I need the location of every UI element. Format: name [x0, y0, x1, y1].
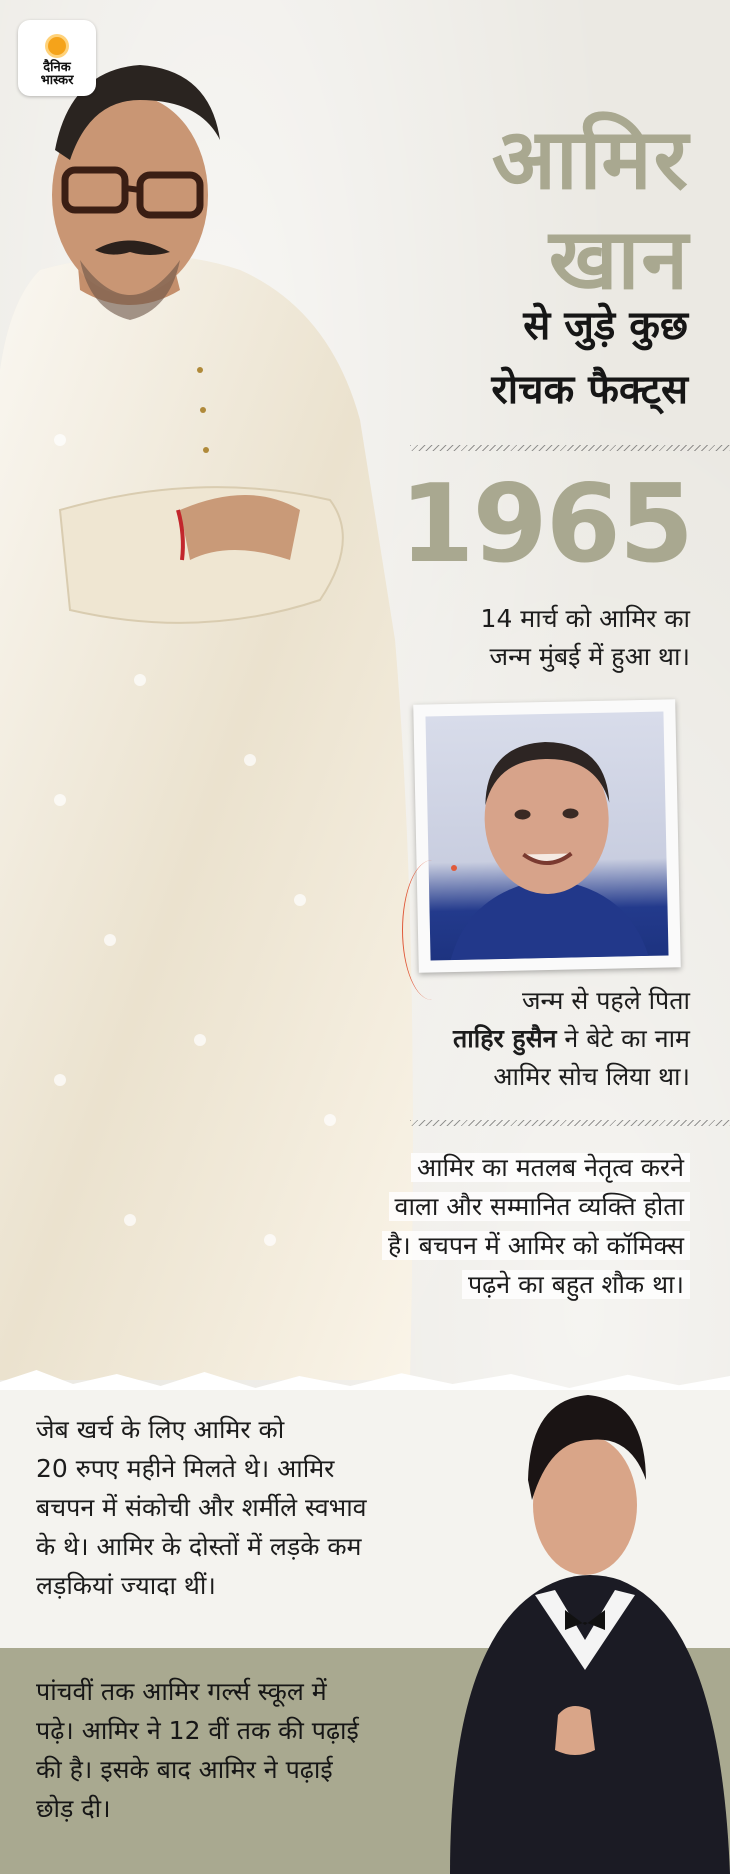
fact2-line1: जन्म से पहले पिता	[521, 986, 690, 1015]
fact2-text	[370, 982, 690, 1096]
logo-text-line2: भास्कर	[40, 73, 74, 89]
fact2-line3: आमिर सोच लिया था।	[493, 1062, 690, 1091]
fact1-line2: जन्म मुंबई में हुआ था।	[489, 642, 690, 671]
fact4-line3: बचपन में संकोची और शर्मीले स्वभाव	[36, 1493, 367, 1522]
fact3-line1: आमिर का मतलब नेतृत्व करने	[411, 1153, 690, 1182]
fact3-text	[280, 1148, 690, 1304]
fact5-line4: छोड़ दी।	[36, 1794, 111, 1823]
fact4-line4: के थे। आमिर के दोस्तों में लड़के कम	[36, 1532, 362, 1561]
fact4-text	[36, 1410, 456, 1605]
pointer-curve	[402, 860, 462, 1000]
birth-year: 1965	[399, 462, 692, 587]
fact3-line2: वाला और सम्मानित व्यक्ति होता	[389, 1192, 690, 1221]
father-name: ताहिर हुसैन	[453, 1024, 557, 1053]
fact3-line4: पढ़ने का बहुत शौक था।	[462, 1270, 690, 1299]
fact1-text	[390, 600, 690, 676]
title-line1: आमिर	[491, 110, 690, 208]
pointer-dot	[451, 865, 457, 871]
fact1-line1: 14 मार्च को आमिर का	[480, 604, 690, 633]
fact2-line2-rest: ने बेटे का नाम	[556, 1024, 690, 1053]
dainik-bhaskar-logo	[18, 20, 96, 96]
subtitle-line2: रोचक फैक्ट्स	[491, 367, 688, 413]
fact5-text	[36, 1672, 456, 1828]
fact3-line3: है। बचपन में आमिर को कॉमिक्स	[382, 1231, 690, 1260]
young-aamir-photo	[440, 1340, 730, 1874]
divider	[410, 445, 730, 451]
fact4-line5: लड़कियां ज्यादा थीं।	[36, 1571, 216, 1600]
fact5-line2: पढ़े। आमिर ने 12 वीं तक की पढ़ाई	[36, 1716, 359, 1745]
fact5-line1: पांचवीं तक आमिर गर्ल्स स्कूल में	[36, 1677, 327, 1706]
divider	[410, 1120, 730, 1126]
title-line2: खान	[548, 210, 690, 308]
fact2-line2	[370, 1020, 690, 1058]
fact4-line1: जेब खर्च के लिए आमिर को	[36, 1415, 285, 1444]
logo-text-line1: दैनिक	[43, 59, 71, 75]
fact4-line2: 20 रुपए महीने मिलते थे। आमिर	[36, 1454, 335, 1483]
sun-icon	[48, 37, 66, 55]
fact5-line3: की है। इसके बाद आमिर ने पढ़ाई	[36, 1755, 333, 1784]
subtitle-line1: से जुड़े कुछ	[523, 303, 688, 349]
